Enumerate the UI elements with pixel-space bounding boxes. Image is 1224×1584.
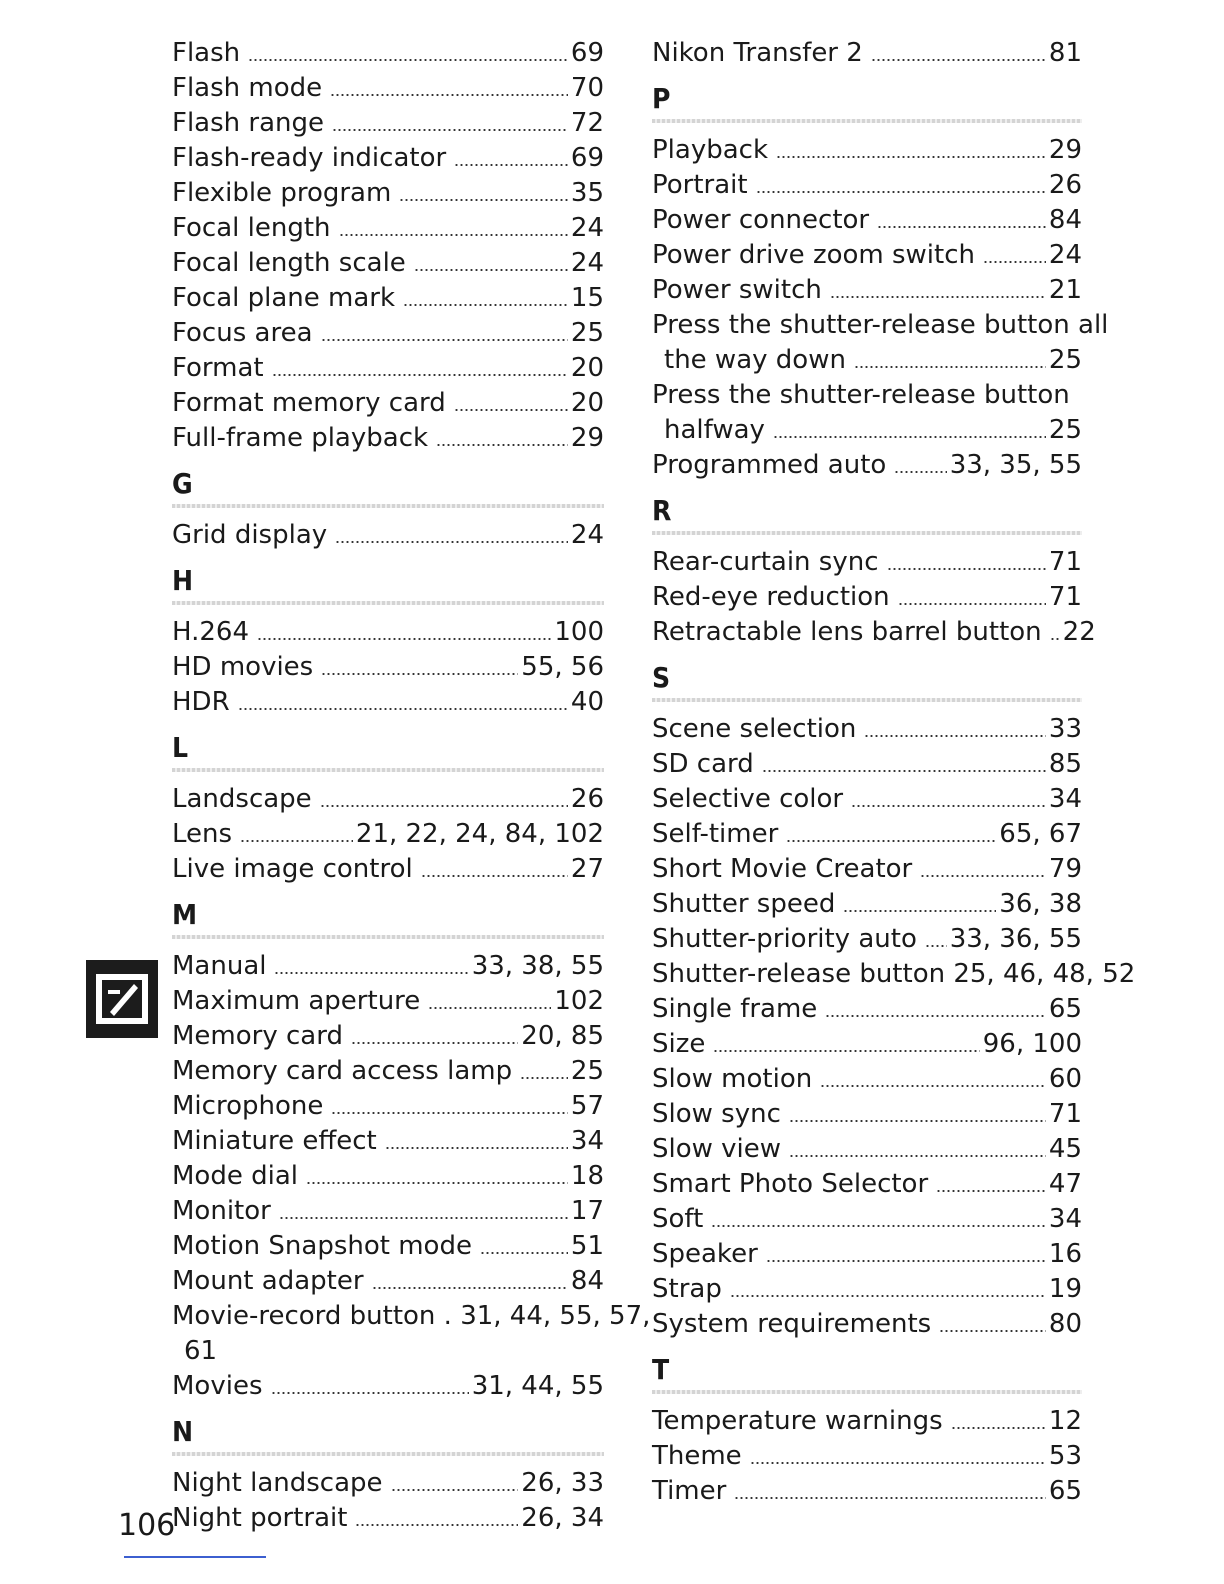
section-divider	[652, 698, 1082, 702]
index-term: Full-frame playback	[172, 423, 429, 453]
page-references: 34	[1048, 784, 1082, 814]
index-term: Portrait	[652, 170, 748, 200]
dot-leader	[789, 1119, 1046, 1123]
dot-leader	[864, 734, 1046, 738]
page-references: 20	[570, 388, 604, 418]
page-references: 102	[554, 986, 604, 1016]
dot-leader	[320, 804, 568, 808]
index-entry	[172, 984, 604, 1019]
index-term: Programmed auto	[652, 450, 887, 480]
index-term: Format memory card	[172, 388, 446, 418]
page-references: 24	[570, 213, 604, 243]
index-entry	[172, 281, 604, 316]
index-entry	[172, 141, 604, 176]
index-entry	[652, 1027, 1082, 1062]
index-term: Rear-curtain sync	[652, 547, 879, 577]
index-entry	[172, 1054, 604, 1089]
dot-leader	[335, 540, 568, 544]
index-entry	[172, 518, 604, 553]
index-entry	[652, 615, 1096, 650]
index-column-left	[172, 36, 651, 1536]
index-entry-continuation	[172, 1334, 604, 1369]
index-entry	[652, 133, 1082, 168]
index-term: Slow sync	[652, 1099, 781, 1129]
index-term: SD card	[652, 749, 754, 779]
section-divider	[172, 601, 604, 605]
index-term: Flash mode	[172, 73, 323, 103]
dot-leader	[272, 373, 568, 377]
page-references: 65	[1048, 994, 1082, 1024]
index-entry	[172, 685, 604, 720]
index-term: Memory card access lamp	[172, 1056, 513, 1086]
page-references: 22	[1062, 617, 1096, 647]
dot-leader	[825, 1014, 1046, 1018]
page-references: 25	[570, 318, 604, 348]
page-references: 72	[570, 108, 604, 138]
page-references: 24	[570, 520, 604, 550]
dot-leader	[877, 225, 1046, 229]
page-references: 96, 100	[982, 1029, 1082, 1059]
section-divider	[172, 935, 604, 939]
index-term: Format	[172, 353, 264, 383]
index-entry	[652, 887, 1082, 922]
index-term: Focal length	[172, 213, 331, 243]
index-entry	[172, 1089, 604, 1124]
dot-leader	[887, 567, 1046, 571]
index-entry	[652, 922, 1082, 957]
index-term-with-pages: Press the shutter-release button	[652, 380, 1070, 410]
page-references: 81	[1048, 38, 1082, 68]
page-references: 60	[1048, 1064, 1082, 1094]
section-divider	[172, 504, 604, 508]
index-entry	[652, 747, 1082, 782]
page-references: 34	[570, 1126, 604, 1156]
index-term: Soft	[652, 1204, 704, 1234]
index-term: Microphone	[172, 1091, 324, 1121]
index-term: Scene selection	[652, 714, 857, 744]
index-entry	[172, 949, 604, 984]
dot-leader	[480, 1251, 568, 1255]
page-references: 55, 56	[521, 652, 604, 682]
index-entry	[652, 168, 1082, 203]
index-entry	[652, 378, 1082, 413]
index-term: Selective color	[652, 784, 844, 814]
index-entry	[172, 71, 604, 106]
index-entry	[652, 1202, 1082, 1237]
index-entry	[652, 782, 1082, 817]
page-references: 70	[570, 73, 604, 103]
index-term: Focal plane mark	[172, 283, 396, 313]
section-divider	[172, 768, 604, 772]
page-references: 18	[570, 1161, 604, 1191]
dot-leader	[271, 1391, 469, 1395]
page-references: 26	[570, 784, 604, 814]
index-term: Live image control	[172, 854, 413, 884]
index-term-with-pages: Shutter-release button 25, 46, 48, 52	[652, 959, 1136, 989]
dot-leader	[851, 804, 1046, 808]
index-entry	[172, 1019, 604, 1054]
dot-leader	[520, 1076, 568, 1080]
page-references: 33, 38, 55	[471, 951, 604, 981]
page-references: 26, 33	[521, 1468, 604, 1498]
page-references: 40	[570, 687, 604, 717]
index-term: Timer	[652, 1476, 727, 1506]
index-entry	[652, 852, 1082, 887]
index-entry	[172, 1369, 604, 1404]
dot-leader	[766, 1259, 1046, 1263]
page-references: 29	[1048, 135, 1082, 165]
index-entry	[652, 1272, 1082, 1307]
index-term: Flash	[172, 38, 241, 68]
index-letter-heading: L	[172, 731, 189, 764]
index-term: Flash-ready indicator	[172, 143, 447, 173]
index-letter-heading: S	[652, 661, 671, 694]
page-references: 17	[570, 1196, 604, 1226]
index-entry	[172, 386, 604, 421]
dot-leader	[330, 93, 568, 97]
index-entry	[652, 1237, 1082, 1272]
dot-leader	[786, 839, 996, 843]
index-term: Grid display	[172, 520, 328, 550]
index-entry	[172, 615, 604, 650]
index-term: HDR	[172, 687, 230, 717]
dot-leader	[332, 128, 568, 132]
page-references: 69	[570, 143, 604, 173]
dot-leader	[936, 1189, 1046, 1193]
page-references: 61	[184, 1336, 218, 1366]
index-term: Power connector	[652, 205, 870, 235]
dot-leader	[248, 58, 568, 62]
dot-leader	[339, 233, 568, 237]
dot-leader	[820, 1084, 1046, 1088]
index-letter-heading: M	[172, 898, 198, 931]
index-term: Speaker	[652, 1239, 758, 1269]
index-letter-heading: P	[652, 82, 671, 115]
index-column-right	[652, 36, 1136, 1509]
index-term: Playback	[652, 135, 769, 165]
index-term: Flash range	[172, 108, 325, 138]
index-entry	[652, 273, 1082, 308]
index-letter-heading: G	[172, 467, 193, 500]
dot-leader	[776, 155, 1046, 159]
index-entry	[172, 316, 604, 351]
page-references: 33, 35, 55	[949, 450, 1082, 480]
page-references: 84	[1048, 205, 1082, 235]
dot-leader	[321, 672, 518, 676]
page-number-underline	[124, 1556, 266, 1558]
index-entry	[172, 1159, 604, 1194]
page-references: 71	[1048, 1099, 1082, 1129]
index-term: Slow motion	[652, 1064, 813, 1094]
page-references: 12	[1048, 1406, 1082, 1436]
index-term: halfway	[664, 415, 765, 445]
index-term: HD movies	[172, 652, 314, 682]
dot-leader	[711, 1224, 1046, 1228]
page-references: 26, 34	[521, 1503, 604, 1533]
dot-leader	[351, 1041, 518, 1045]
index-term: Flexible program	[172, 178, 392, 208]
page-references: 15	[570, 283, 604, 313]
dot-leader	[734, 1496, 1046, 1500]
index-entry	[652, 413, 1082, 448]
dot-leader	[843, 909, 996, 913]
index-entry	[172, 650, 604, 685]
page-references: 19	[1048, 1274, 1082, 1304]
page-references: 25	[1048, 415, 1082, 445]
page-references: 47	[1048, 1169, 1082, 1199]
dot-leader	[854, 365, 1046, 369]
index-term: Motion Snapshot mode	[172, 1231, 472, 1261]
page-references: 84	[570, 1266, 604, 1296]
dot-leader	[331, 1111, 568, 1115]
index-term-with-pages: Press the shutter-release button all	[652, 310, 1109, 340]
page-references: 26	[1048, 170, 1082, 200]
page-references: 71	[1048, 582, 1082, 612]
index-entry	[172, 1194, 604, 1229]
index-entry	[172, 1264, 604, 1299]
index-entry	[652, 817, 1082, 852]
index-term: Slow view	[652, 1134, 782, 1164]
index-entry	[652, 1167, 1082, 1202]
index-term: Self-timer	[652, 819, 779, 849]
page-references: 35	[570, 178, 604, 208]
index-entry	[652, 545, 1082, 580]
page-references: 45	[1048, 1134, 1082, 1164]
page-references: 24	[1048, 240, 1082, 270]
page-references: 34	[1048, 1204, 1082, 1234]
page-references: 53	[1048, 1441, 1082, 1471]
index-entry	[652, 238, 1082, 273]
page-number: 106	[118, 1508, 176, 1543]
index-entry	[652, 1132, 1082, 1167]
page-references: 71	[1048, 547, 1082, 577]
dot-leader	[279, 1216, 568, 1220]
dot-leader	[385, 1146, 568, 1150]
page-references: 85	[1048, 749, 1082, 779]
index-term: Strap	[652, 1274, 722, 1304]
index-term: Memory card	[172, 1021, 343, 1051]
dot-leader	[240, 839, 353, 843]
section-divider	[652, 531, 1082, 535]
index-entry	[652, 1439, 1082, 1474]
page-references: 25	[570, 1056, 604, 1086]
dot-leader	[257, 637, 551, 641]
index-letter-heading: T	[652, 1353, 670, 1386]
index-entry	[172, 421, 604, 456]
index-term: Mode dial	[172, 1161, 298, 1191]
dot-leader	[789, 1154, 1046, 1158]
index-entry	[652, 1404, 1082, 1439]
index-term: Landscape	[172, 784, 312, 814]
index-term: Shutter speed	[652, 889, 836, 919]
dot-leader	[898, 602, 1046, 606]
index-term: Night landscape	[172, 1468, 383, 1498]
index-entry	[172, 817, 604, 852]
page-references: 21	[1048, 275, 1082, 305]
index-entry	[172, 1466, 604, 1501]
page-references: 80	[1048, 1309, 1082, 1339]
index-term: Lens	[172, 819, 233, 849]
index-entry	[652, 343, 1082, 378]
index-entry	[652, 448, 1082, 483]
index-term: Miniature effect	[172, 1126, 377, 1156]
page-references: 20	[570, 353, 604, 383]
index-term: Night portrait	[172, 1503, 348, 1533]
dot-leader	[238, 707, 568, 711]
index-entry	[652, 1062, 1082, 1097]
page-references: 25	[1048, 345, 1082, 375]
index-entry	[652, 712, 1082, 747]
index-entry	[652, 203, 1082, 238]
index-entry	[172, 246, 604, 281]
index-term: Focus area	[172, 318, 313, 348]
page-references: 24	[570, 248, 604, 278]
index-entry	[172, 852, 604, 887]
index-entry	[172, 211, 604, 246]
page-references: 33, 36, 55	[949, 924, 1082, 954]
index-entry	[652, 308, 1109, 343]
index-term: Monitor	[172, 1196, 271, 1226]
index-term: Movies	[172, 1371, 263, 1401]
index-entry	[172, 106, 604, 141]
page-references: 21, 22, 24, 84, 102	[355, 819, 604, 849]
dot-leader	[925, 944, 947, 948]
index-entry	[652, 992, 1082, 1027]
index-entry	[172, 1299, 651, 1334]
dot-leader	[871, 58, 1046, 62]
page-references: 65	[1048, 1476, 1082, 1506]
page-references: 20, 85	[521, 1021, 604, 1051]
page-references: 65, 67	[999, 819, 1082, 849]
index-entry	[652, 1474, 1082, 1509]
dot-leader	[399, 198, 568, 202]
dot-leader	[403, 303, 568, 307]
index-term: Temperature warnings	[652, 1406, 943, 1436]
index-entry	[652, 957, 1136, 992]
dot-leader	[983, 260, 1046, 264]
dot-leader	[321, 338, 568, 342]
index-term: Short Movie Creator	[652, 854, 913, 884]
index-entry	[172, 1501, 604, 1536]
dot-leader	[730, 1294, 1046, 1298]
index-term: Red-eye reduction	[652, 582, 890, 612]
dot-leader	[756, 190, 1046, 194]
page-references: 29	[570, 423, 604, 453]
dot-leader	[773, 435, 1046, 439]
dot-leader	[391, 1488, 519, 1492]
index-term: Power drive zoom switch	[652, 240, 975, 270]
index-term: Focal length scale	[172, 248, 406, 278]
dot-leader	[713, 1049, 979, 1053]
index-term: Smart Photo Selector	[652, 1169, 929, 1199]
index-term: Nikon Transfer 2	[652, 38, 863, 68]
index-entry	[172, 1124, 604, 1159]
index-entry	[652, 36, 1082, 71]
index-term: Theme	[652, 1441, 742, 1471]
section-divider	[652, 119, 1082, 123]
dot-leader	[428, 1006, 551, 1010]
index-tab-icon	[86, 960, 158, 1038]
dot-leader	[894, 470, 946, 474]
page-references: 69	[570, 38, 604, 68]
dot-leader	[306, 1181, 568, 1185]
index-term: Power switch	[652, 275, 822, 305]
index-term: Single frame	[652, 994, 818, 1024]
dot-leader	[939, 1329, 1046, 1333]
index-entry	[172, 176, 604, 211]
index-term: H.264	[172, 617, 249, 647]
section-divider	[652, 1390, 1082, 1394]
dot-leader	[454, 163, 568, 167]
index-entry	[652, 1307, 1082, 1342]
dot-leader	[372, 1286, 568, 1290]
page-references: 79	[1048, 854, 1082, 884]
page-references: 27	[570, 854, 604, 884]
page-references: 100	[554, 617, 604, 647]
dot-leader	[436, 443, 568, 447]
index-term-with-pages: Movie-record button . 31, 44, 55, 57,	[172, 1301, 651, 1331]
index-letter-heading: H	[172, 564, 194, 597]
index-entry	[172, 782, 604, 817]
page-references: 33	[1048, 714, 1082, 744]
dot-leader	[414, 268, 568, 272]
section-divider	[172, 1452, 604, 1456]
page-references: 57	[570, 1091, 604, 1121]
page-references: 31, 44, 55	[471, 1371, 604, 1401]
index-term: Maximum aperture	[172, 986, 421, 1016]
index-term: Mount adapter	[172, 1266, 364, 1296]
index-letter-heading: N	[172, 1415, 194, 1448]
index-entry	[652, 580, 1082, 615]
dot-leader	[421, 874, 568, 878]
dot-leader	[274, 971, 468, 975]
dot-leader	[1050, 637, 1060, 641]
index-entry	[652, 1097, 1082, 1132]
dot-leader	[951, 1426, 1046, 1430]
dot-leader	[762, 769, 1046, 773]
index-term: the way down	[664, 345, 846, 375]
index-letter-heading: R	[652, 494, 672, 527]
index-term: Shutter-priority auto	[652, 924, 917, 954]
index-term: System requirements	[652, 1309, 932, 1339]
page-references: 16	[1048, 1239, 1082, 1269]
dot-leader	[830, 295, 1046, 299]
index-term: Retractable lens barrel button	[652, 617, 1042, 647]
index-entry	[172, 36, 604, 71]
dot-leader	[750, 1461, 1046, 1465]
page-references: 51	[570, 1231, 604, 1261]
dot-leader	[355, 1523, 518, 1527]
index-term: Size	[652, 1029, 706, 1059]
page-references: 36, 38	[999, 889, 1082, 919]
dot-leader	[920, 874, 1046, 878]
index-term: Manual	[172, 951, 267, 981]
index-entry	[172, 351, 604, 386]
dot-leader	[454, 408, 568, 412]
index-entry	[172, 1229, 604, 1264]
